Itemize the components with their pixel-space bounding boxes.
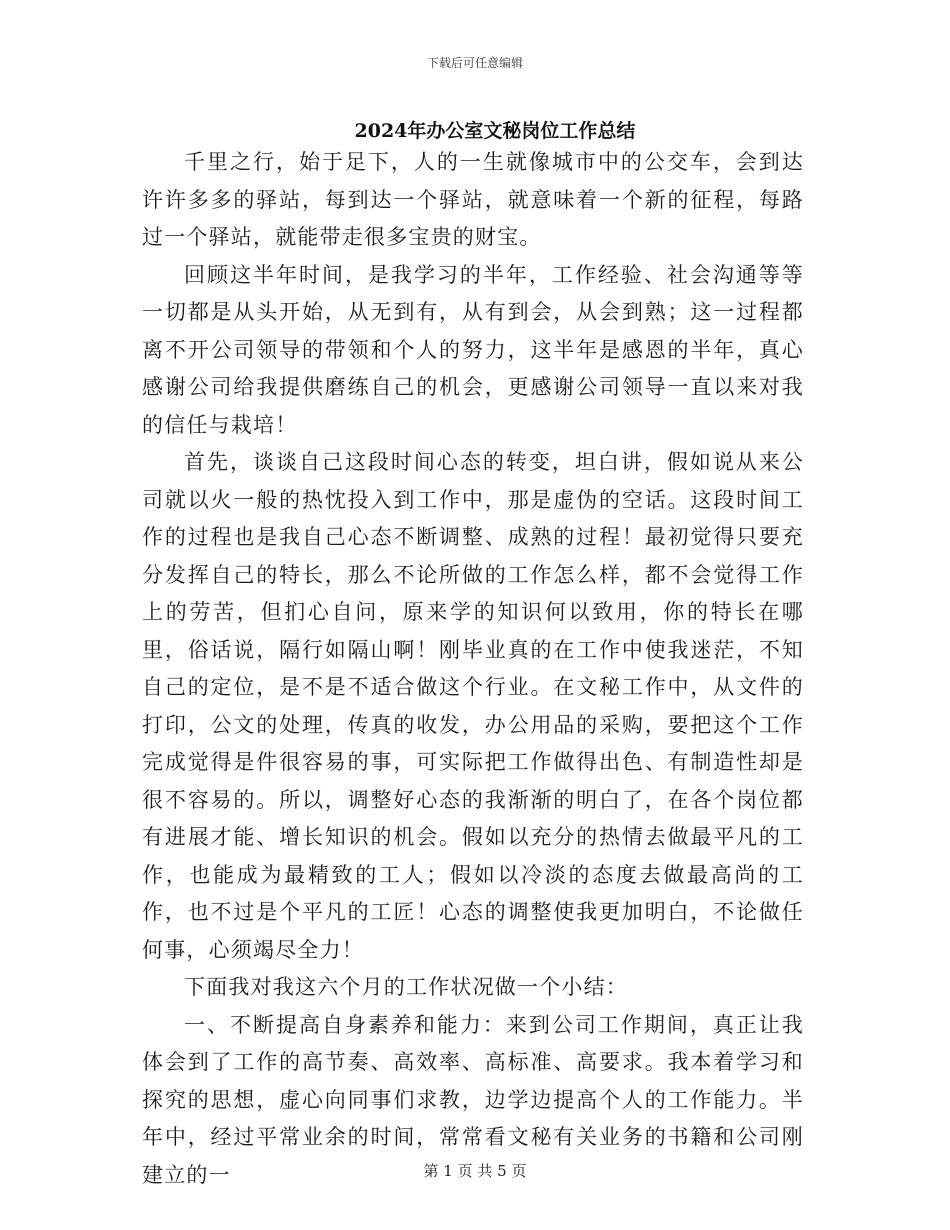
page-number: 第 1 页 共 5 页 (423, 1162, 527, 1180)
paragraph-summary-lead: 下面我对我这六个月的工作状况做一个小结： (184, 975, 628, 999)
document-body (142, 144, 804, 1194)
document-title: 2024年办公室文秘岗位工作总结 (354, 120, 636, 142)
paragraph-mindset: 首先，谈谈自己这段时间心态的转变，坦白讲，假如说从来公司就以火一般的热忱投入到工作中，那是虚伪的空话。这段时间工作的过程也是我自己心态不断调整、成熟的过程！最初觉得只要充分发挥自己的特长，那么不论所做的工作怎么样，都不会觉得工作上的劳苦，但扪心自问，原来学的知识何以致用，你的特长在哪里，俗话说，隔行如隔山啊！刚毕业真的在工作中使我迷茫，不知自己的定位，是不是不适合做这个行业。在文秘工作中，从文件的打印，公文的处理，传真的收发，办公用品的采购，要把这个工作完成觉得是件很容易的事，可实际把工作做得出色、有制造性却是很不容易的。所以，调整好心态的我渐渐的明白了，在各个岗位都有进展才能、增长知识的机会。假如以充分的热情去做最平凡的工作，也能成为最精致的工人；假如以冷淡的态度去做最高尚的工作，也不过是个平凡的工匠！心态的调整使我更加明白，不论做任何事，心须竭尽全力！ (142, 450, 804, 962)
paragraph-review: 回顾这半年时间，是我学习的半年，工作经验、社会沟通等等一切都是从头开始，从无到有，从有到会，从会到熟；这一过程都离不开公司领导的带领和个人的努力，这半年是感恩的半年，真心感谢公司给我提供磨练自己的机会，更感谢公司领导一直以来对我的信任与栽培！ (142, 262, 804, 437)
header-note: 下载后可任意编辑 (426, 56, 523, 70)
paragraph-section-one: 一、不断提高自身素养和能力：来到公司工作期间，真正让我体会到了工作的高节奏、高效率、高标准、高要求。我本着学习和探究的思想，虚心向同事们求教，边学边提高个人的工作能力。半年中，经过平常业余的时间，常常看文秘有关业务的书籍和公司刚建立的一 (142, 1012, 804, 1187)
paragraph-intro: 千里之行，始于足下，人的一生就像城市中的公交车，会到达许许多多的驿站，每到达一个驿站，就意味着一个新的征程，每路过一个驿站，就能带走很多宝贵的财宝。 (142, 150, 804, 249)
